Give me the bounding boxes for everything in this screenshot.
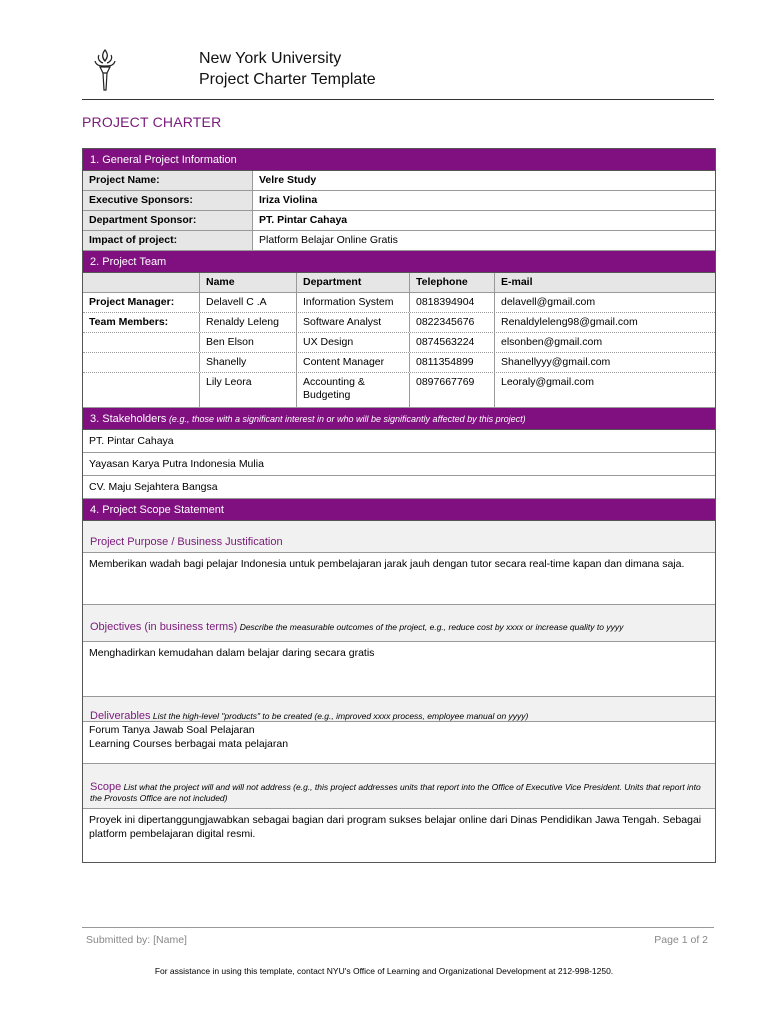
general-value: Platform Belajar Online Gratis: [259, 234, 398, 246]
charter-table: [82, 148, 716, 863]
scope-hint: List what the project will and will not address (e.g., this project addresses units that report into the Office of Executive Vice President. Units that report into the Provosts Office are not included): [90, 782, 701, 803]
general-row: [83, 231, 715, 251]
team-dept: Content Manager: [297, 353, 410, 372]
team-role: [83, 373, 200, 407]
general-label: Department Sponsor:: [83, 211, 253, 230]
general-row: [83, 171, 715, 191]
purpose-heading: Project Purpose / Business Justification: [83, 521, 715, 553]
team-row: [83, 333, 715, 353]
team-role: Team Members:: [83, 313, 200, 332]
team-dept: UX Design: [297, 333, 410, 352]
deliverables-heading-block: [83, 697, 715, 722]
general-label: Impact of project:: [83, 231, 253, 250]
team-row: [83, 373, 715, 408]
team-name: Lily Leora: [200, 373, 297, 407]
footer-divider: [82, 927, 714, 928]
template-name: Project Charter Template: [199, 71, 376, 88]
section-stakeholders-header: [83, 408, 715, 430]
stakeholder-item: PT. Pintar Cahaya: [83, 430, 715, 453]
team-email: Renaldyleleng98@gmail.com: [501, 316, 638, 328]
team-row: [83, 313, 715, 333]
team-col-role: [83, 273, 200, 292]
objectives-heading: Objectives (in business terms): [90, 621, 238, 633]
team-col-email: E-mail: [495, 273, 715, 292]
general-row: [83, 191, 715, 211]
team-dept: Software Analyst: [297, 313, 410, 332]
nyu-torch-icon: [90, 46, 120, 94]
team-phone: 0897667769: [410, 373, 495, 407]
scope-heading-block: [83, 764, 715, 809]
objectives-hint: Describe the measurable outcomes of the project, e.g., reduce cost by xxxx or increase quality to yyyy: [237, 622, 624, 632]
header-divider: [82, 99, 714, 100]
assistance-note: For assistance in using this template, contact NYU's Office of Learning and Organizational Development at 212-998-1250.: [154, 966, 614, 976]
general-row: [83, 211, 715, 231]
page-number: Page 1 of 2: [654, 934, 708, 946]
scope-text: Proyek ini dipertanggungjawabkan sebagai bagian dari program sukses belajar online dari Dinas Pendidikan Jawa Tengah. Sebagai platform pembelajaran digital resmi.: [89, 814, 702, 840]
purpose-text: Memberikan wadah bagi pelajar Indonesia untuk pembelajaran jarak jauh dengan tutor secara real-time kapan dan dimana saja.: [83, 553, 715, 605]
team-col-telephone: Telephone: [410, 273, 495, 292]
team-row: [83, 353, 715, 373]
team-row: [83, 293, 715, 313]
team-header-row: [83, 273, 715, 293]
team-phone: 0822345676: [410, 313, 495, 332]
section-scope-header: 4. Project Scope Statement: [83, 499, 715, 521]
general-label: Project Name:: [83, 171, 253, 190]
header: [199, 48, 376, 90]
general-value: Velre Study: [259, 174, 317, 186]
stakeholders-title: 3. Stakeholders: [90, 413, 167, 425]
team-role: Project Manager:: [83, 293, 200, 312]
general-value: Iriza Violina: [259, 194, 318, 206]
team-email: Shanellyyy@gmail.com: [501, 356, 611, 368]
submitted-by: Submitted by: [Name]: [86, 934, 187, 946]
section-team-header: 2. Project Team: [83, 251, 715, 273]
stakeholder-item: CV. Maju Sejahtera Bangsa: [83, 476, 715, 499]
team-name: Shanelly: [200, 353, 297, 372]
deliverables-heading: Deliverables: [90, 710, 151, 722]
team-email: elsonben@gmail.com: [501, 336, 603, 348]
team-phone: 0874563224: [410, 333, 495, 352]
page-title: PROJECT CHARTER: [82, 114, 222, 130]
team-dept: Accounting & Budgeting: [297, 373, 410, 407]
team-email: Leoraly@gmail.com: [501, 376, 594, 388]
deliverable-item: Forum Tanya Jawab Soal Pelajaran: [89, 724, 255, 736]
team-name: Delavell C .A: [200, 293, 297, 312]
team-name: Renaldy Leleng: [200, 313, 297, 332]
team-phone: 0811354899: [410, 353, 495, 372]
team-role: [83, 353, 200, 372]
team-name: Ben Elson: [200, 333, 297, 352]
deliverable-item: Learning Courses berbagai mata pelajaran: [89, 738, 289, 750]
org-name: New York University: [199, 50, 342, 67]
scope-heading: Scope: [90, 781, 122, 793]
team-phone: 0818394904: [410, 293, 495, 312]
section-general-header: 1. General Project Information: [83, 149, 715, 171]
objectives-text: Menghadirkan kemudahan dalam belajar daring secara gratis: [83, 642, 715, 697]
objectives-heading-block: [83, 605, 715, 642]
general-value: PT. Pintar Cahaya: [259, 214, 348, 226]
stakeholder-item: Yayasan Karya Putra Indonesia Mulia: [83, 453, 715, 476]
team-dept: Information System: [297, 293, 410, 312]
deliverables-list: [83, 722, 715, 764]
team-col-name: Name: [200, 273, 297, 292]
general-label: Executive Sponsors:: [83, 191, 253, 210]
stakeholders-hint: (e.g., those with a significant interest in or who will be significantly affected by this project): [166, 414, 526, 424]
team-email: delavell@gmail.com: [501, 296, 596, 308]
team-col-department: Department: [297, 273, 410, 292]
team-role: [83, 333, 200, 352]
deliverables-hint: List the high-level "products" to be created (e.g., improved xxxx process, employee manual on yyyy): [150, 711, 529, 721]
